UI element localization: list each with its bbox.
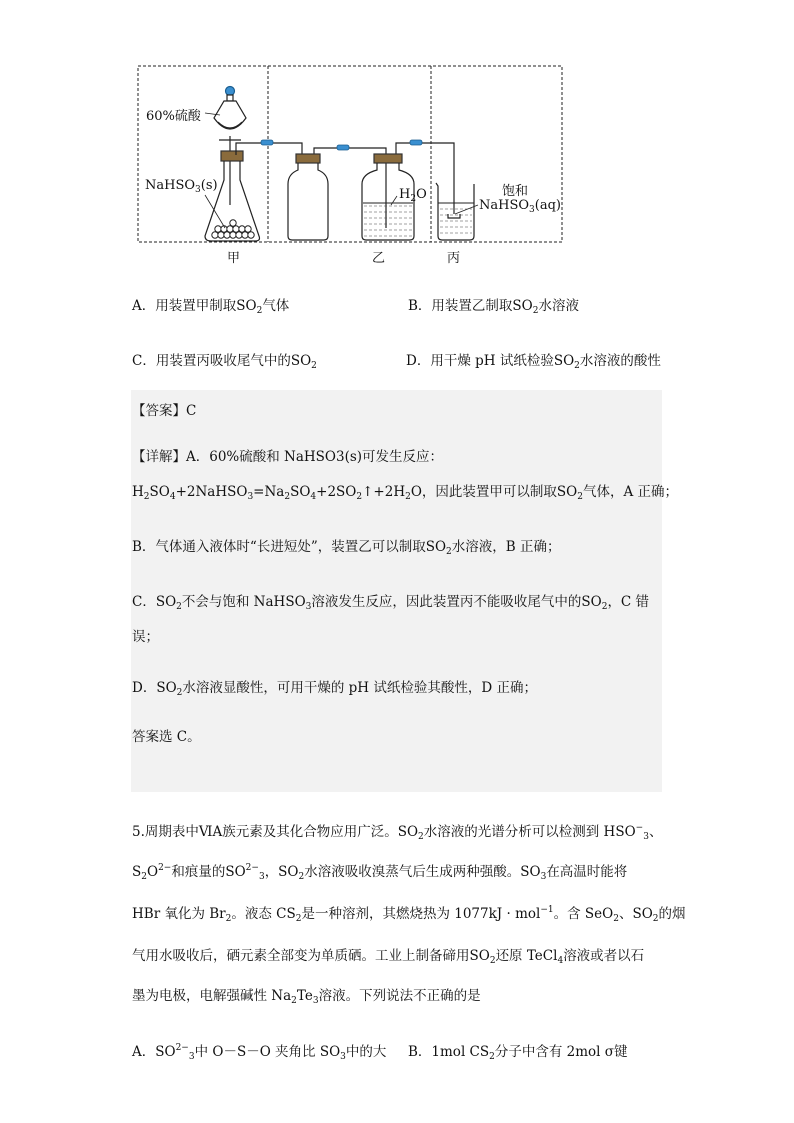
option-c: C．用装置丙吸收尾气中的$SO_2$ (132, 353, 317, 371)
apparatus-diagram (0, 0, 794, 270)
q5-option-a: A．$SO^{2-}_3$中 O－S－O 夹角比 $SO_3$中的大 (132, 1043, 387, 1062)
q5-line-5: 墨为电极，电解强碱性 $Na_2Te_3$溶液。下列说法不正确的是 (132, 988, 481, 1006)
detail-d: D．$SO_2$水溶液显酸性，可用干燥的 pH 试纸检验其酸性，D 正确； (132, 680, 537, 698)
acid-label: 60%硫酸 (146, 109, 201, 124)
saturated-label: 饱和 (502, 184, 529, 199)
final-answer: 答案选 C。 (132, 729, 201, 745)
beaker (436, 183, 474, 240)
q5-line-3: HBr 氧化为 $Br_2$。液态 $CS_2$是一种溶剂，其燃烧热为 1077kJ · mol$^{-1}$。含 SeO$_2$、$SO_2$的烟 (132, 905, 686, 924)
detail-c: C．$SO_2$不会与饱和 NaHSO$_3$溶液发生反应，因此装置丙不能吸收尾气中的$SO_2$，C 错 (132, 594, 650, 612)
answer-line: 【答案】C (132, 403, 197, 419)
detail-equation: $H_2SO_4+2NaHSO_3=Na_2SO_4+2SO_2↑+2H_2O$，因此装置甲可以制取$SO_2$气体，A 正确； (132, 484, 679, 502)
label-bing: 丙 (447, 251, 461, 266)
q5-option-b: B．1mol $CS_2$分子中含有 2mol σ键 (408, 1044, 628, 1062)
q5-line-2: $S_2O^{2-}$和痕量的$SO^{2-}_3$，$SO_2$水溶液吸收溴蒸气后生成两种强酸。$SO_3$在高温时能将 (132, 863, 628, 882)
aq-label: NaHSO$_3$(aq) (479, 198, 561, 215)
option-d: D．用干燥 pH 试纸检验$SO_2$水溶液的酸性 (406, 353, 661, 371)
water-label: $H_2O$ (399, 187, 427, 204)
detail-head: 【详解】A．60%硫酸和 NaHSO3(s)可发生反应： (132, 449, 444, 465)
option-b: B．用装置乙制取$SO_2$水溶液 (408, 298, 579, 316)
label-yi: 乙 (372, 251, 386, 266)
label-jia: 甲 (227, 251, 241, 266)
detail-b: B．气体通入液体时“长进短处”，装置乙可以制取$SO_2$水溶液，B 正确； (132, 539, 561, 557)
dashed-frames (138, 66, 562, 242)
solid-beads (212, 220, 254, 238)
q5-line-4: 气用水吸收后，硒元素全部变为单质硒。工业上制备碲用$SO_2$还原 TeCl$_4$溶液或者以石 (132, 948, 645, 966)
option-a: A．用装置甲制取$SO_2$气体 (132, 298, 290, 316)
separatory-funnel (214, 87, 246, 206)
empty-bottle (288, 154, 328, 240)
tube-connectors (261, 140, 422, 150)
connecting-tubes (236, 143, 454, 228)
q5-line-1: 5.周期表中ⅥA族元素及其化合物应用广泛。$SO_2$水溶液的光谱分析可以检测到 $HSO^-_3$、 (132, 823, 663, 842)
solid-label: NaHSO$_3$(s) (145, 178, 218, 195)
detail-c-cont: 误； (132, 629, 159, 645)
